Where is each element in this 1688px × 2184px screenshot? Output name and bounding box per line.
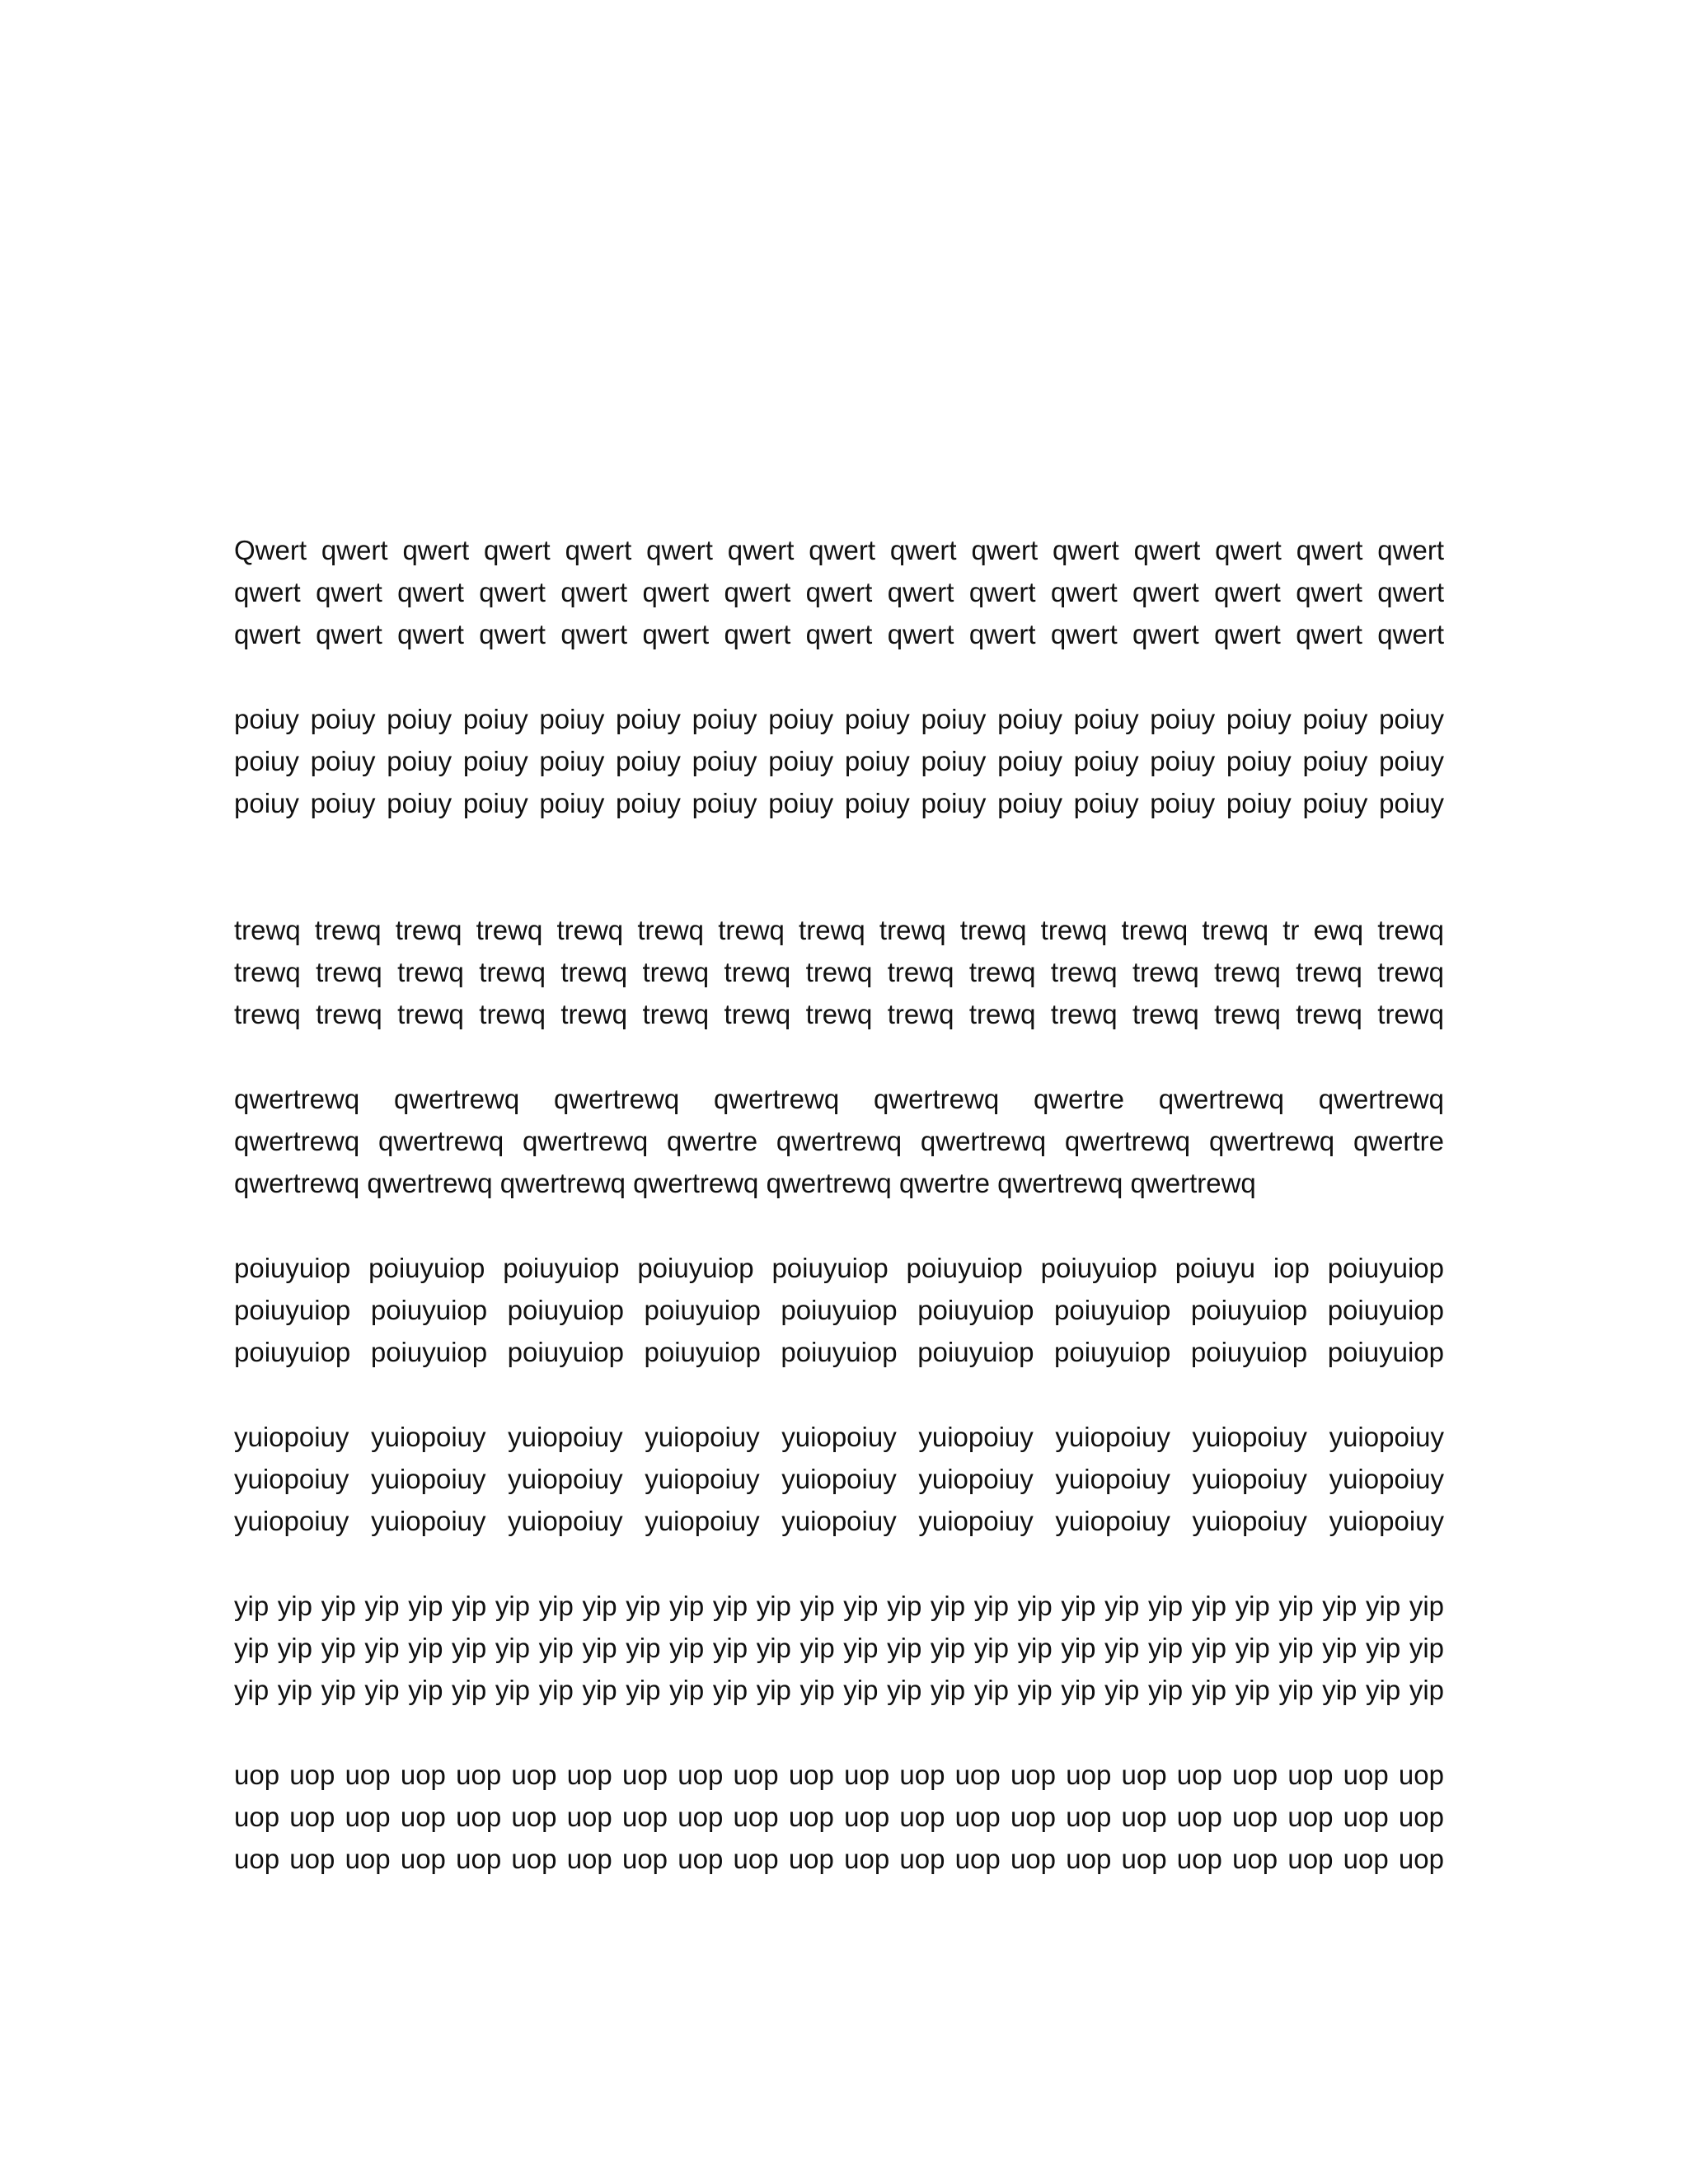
paragraph-yip bbox=[234, 1585, 1444, 1711]
text-line: qwertrewq qwertrewq qwertrewq qwertre qwertrewq qwertrewq qwertrewq qwertrewq qwertre bbox=[234, 1126, 1444, 1156]
text-line: trewq trewq trewq trewq trewq trewq trewq trewq trewq trewq trewq trewq trewq trewq trewq bbox=[234, 957, 1444, 987]
paragraph-poiuyuiop bbox=[234, 1247, 1444, 1373]
paragraph-spacer bbox=[234, 1542, 1444, 1585]
paragraph-qwert bbox=[234, 529, 1444, 655]
paragraph-spacer bbox=[234, 1373, 1444, 1416]
text-line: yuiopoiuy yuiopoiuy yuiopoiuy yuiopoiuy yuiopoiuy yuiopoiuy yuiopoiuy yuiopoiuy yuiopoiuy bbox=[234, 1464, 1444, 1494]
text-line: qwert qwert qwert qwert qwert qwert qwert qwert qwert qwert qwert qwert qwert qwert qwert bbox=[234, 619, 1444, 649]
paragraph-spacer bbox=[234, 1035, 1444, 1078]
text-line: poiuyuiop poiuyuiop poiuyuiop poiuyuiop poiuyuiop poiuyuiop poiuyuiop poiuyuiop poiuyuiop bbox=[234, 1295, 1444, 1325]
text-line: trewq trewq trewq trewq trewq trewq trewq trewq trewq trewq trewq trewq trewq tr ewq trewq bbox=[234, 915, 1444, 945]
text-line: yip yip yip yip yip yip yip yip yip yip yip yip yip yip yip yip yip yip yip yip yip yip yip yip yip yip yip yip bbox=[234, 1633, 1444, 1663]
text-line: qwertrewq qwertrewq qwertrewq qwertrewq qwertrewq qwertre qwertrewq qwertrewq bbox=[234, 1168, 1256, 1198]
text-line: trewq trewq trewq trewq trewq trewq trewq trewq trewq trewq trewq trewq trewq trewq trewq bbox=[234, 999, 1444, 1029]
paragraph-yuiopoiuy bbox=[234, 1416, 1444, 1542]
text-line: yip yip yip yip yip yip yip yip yip yip yip yip yip yip yip yip yip yip yip yip yip yip yip yip yip yip yip yip bbox=[234, 1591, 1444, 1621]
paragraph-uop bbox=[234, 1754, 1444, 1880]
paragraph-trewq bbox=[234, 909, 1444, 1035]
text-line: poiuy poiuy poiuy poiuy poiuy poiuy poiuy poiuy poiuy poiuy poiuy poiuy poiuy poiuy poiuy poiuy bbox=[234, 788, 1444, 818]
paragraph-spacer bbox=[234, 824, 1444, 909]
text-line: yuiopoiuy yuiopoiuy yuiopoiuy yuiopoiuy yuiopoiuy yuiopoiuy yuiopoiuy yuiopoiuy yuiopoiuy bbox=[234, 1506, 1444, 1536]
text-line: uop uop uop uop uop uop uop uop uop uop uop uop uop uop uop uop uop uop uop uop uop uop bbox=[234, 1844, 1444, 1874]
text-line: uop uop uop uop uop uop uop uop uop uop uop uop uop uop uop uop uop uop uop uop uop uop bbox=[234, 1802, 1444, 1832]
paragraph-qwertrewq bbox=[234, 1078, 1444, 1204]
text-line: poiuyuiop poiuyuiop poiuyuiop poiuyuiop poiuyuiop poiuyuiop poiuyuiop poiuyuiop poiuyuiop bbox=[234, 1337, 1444, 1367]
text-line: uop uop uop uop uop uop uop uop uop uop uop uop uop uop uop uop uop uop uop uop uop uop bbox=[234, 1760, 1444, 1790]
text-line: poiuy poiuy poiuy poiuy poiuy poiuy poiuy poiuy poiuy poiuy poiuy poiuy poiuy poiuy poiuy poiuy bbox=[234, 746, 1444, 776]
document-body bbox=[234, 529, 1444, 1880]
text-line: poiuy poiuy poiuy poiuy poiuy poiuy poiuy poiuy poiuy poiuy poiuy poiuy poiuy poiuy poiuy poiuy bbox=[234, 704, 1444, 734]
paragraph-spacer bbox=[234, 1204, 1444, 1247]
text-line: poiuyuiop poiuyuiop poiuyuiop poiuyuiop poiuyuiop poiuyuiop poiuyuiop poiuyu iop poiuyuiop bbox=[234, 1253, 1444, 1283]
paragraph-spacer bbox=[234, 655, 1444, 698]
text-line: yip yip yip yip yip yip yip yip yip yip yip yip yip yip yip yip yip yip yip yip yip yip yip yip yip yip yip yip bbox=[234, 1675, 1444, 1705]
text-line: qwert qwert qwert qwert qwert qwert qwert qwert qwert qwert qwert qwert qwert qwert qwert bbox=[234, 577, 1444, 607]
paragraph-spacer bbox=[234, 1711, 1444, 1754]
paragraph-poiuy bbox=[234, 698, 1444, 824]
text-line: qwertrewq qwertrewq qwertrewq qwertrewq qwertrewq qwertre qwertrewq qwertrewq bbox=[234, 1084, 1444, 1114]
text-line: yuiopoiuy yuiopoiuy yuiopoiuy yuiopoiuy yuiopoiuy yuiopoiuy yuiopoiuy yuiopoiuy yuiopoiuy bbox=[234, 1422, 1444, 1452]
text-line: Qwert qwert qwert qwert qwert qwert qwert qwert qwert qwert qwert qwert qwert qwert qwert bbox=[234, 535, 1444, 565]
